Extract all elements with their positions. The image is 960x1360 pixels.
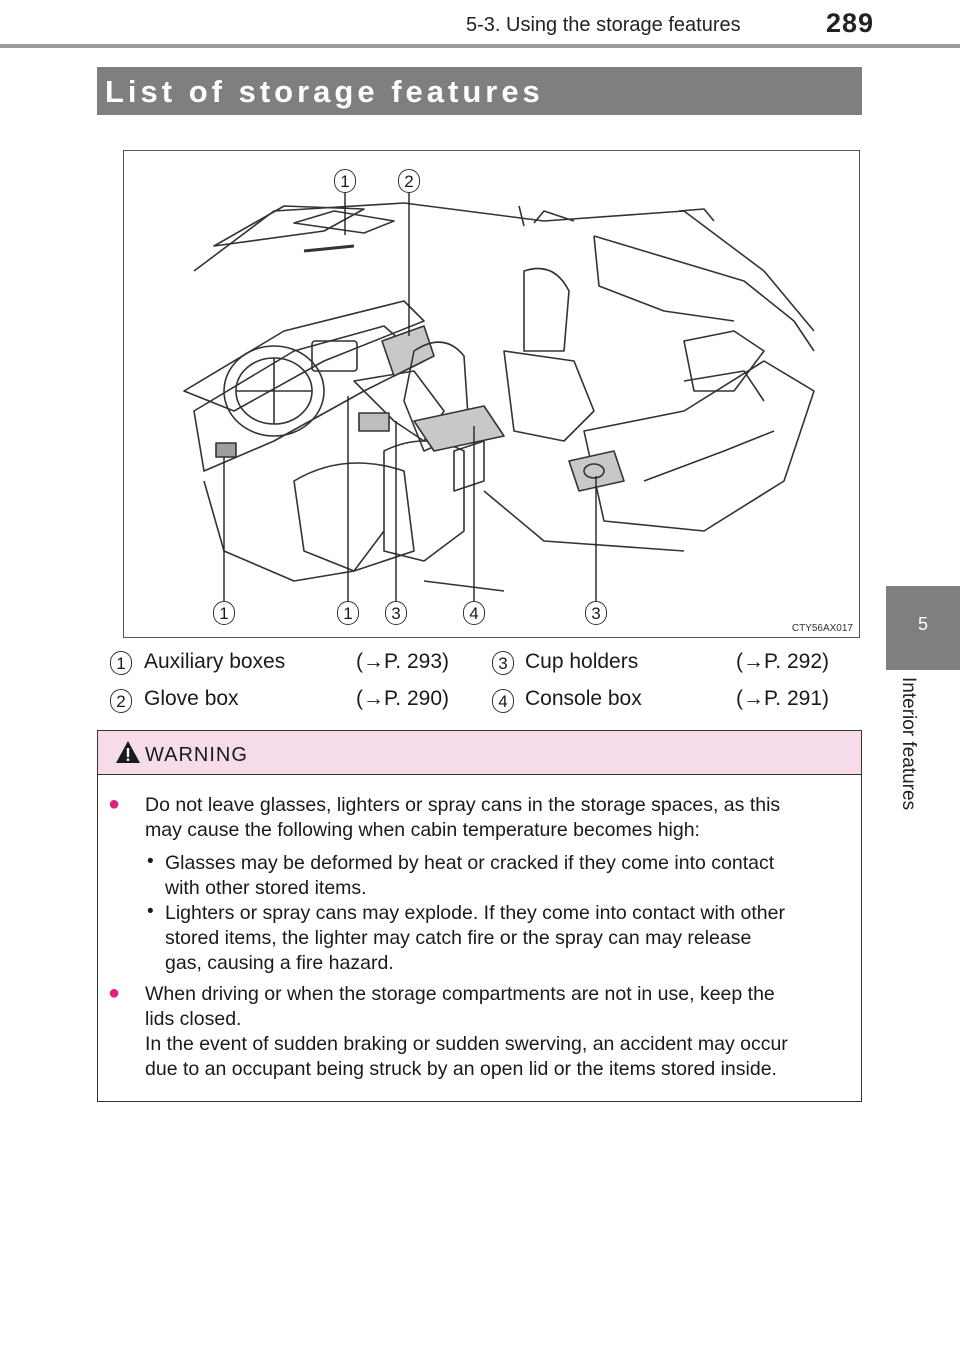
legend-ref-auxiliary-boxes[interactable]: (→P. 293): [356, 650, 449, 673]
section-banner: [97, 67, 862, 115]
callout-top-1: 1: [334, 169, 356, 193]
callout-bottom-3a: 3: [385, 601, 407, 625]
callout-bottom-4: 4: [463, 601, 485, 625]
chapter-number: 5: [917, 614, 928, 634]
chapter-tab[interactable]: [886, 586, 960, 670]
legend-label-auxiliary-boxes: Auxiliary boxes: [144, 650, 286, 673]
warning-bullet-1-line-2: may cause the following when cabin temperature becomes high:: [145, 819, 700, 841]
warning-sub-2-line-1: Lighters or spray cans may explode. If they come into contact with other: [165, 902, 785, 924]
legend-badge-1: 1: [110, 651, 132, 675]
legend-badge-2: 2: [110, 689, 132, 713]
warning-bullet-2-line-4: due to an occupant being struck by an open lid or the items stored inside.: [145, 1058, 777, 1080]
warning-bullet-2-line-3: In the event of sudden braking or sudden swerving, an accident may occur: [145, 1033, 788, 1055]
warning-sub-2-line-3: gas, causing a fire hazard.: [165, 952, 394, 974]
page-number: 289: [826, 8, 875, 38]
legend-label-console-box: Console box: [525, 687, 642, 710]
legend-ref-glove-box[interactable]: (→P. 290): [356, 687, 449, 710]
sub-bullet-1-marker: •: [147, 851, 154, 872]
callout-bottom-1b: 1: [337, 601, 359, 625]
figure-code: CTY56AX017: [791, 623, 853, 634]
warning-box: [97, 730, 862, 1102]
warning-bullet-2-line-2: lids closed.: [145, 1008, 242, 1030]
section-title: List of storage features: [105, 74, 544, 109]
legend-label-glove-box: Glove box: [144, 687, 239, 710]
bullet-2-marker: ●: [108, 982, 121, 1004]
callout-top-2: 2: [398, 169, 420, 193]
callout-bottom-1a: 1: [213, 601, 235, 625]
section-breadcrumb: 5-3. Using the storage features: [466, 14, 741, 36]
legend-ref-console-box[interactable]: (→P. 291): [736, 687, 829, 710]
warning-bullet-1-line-1: Do not leave glasses, lighters or spray cans in the storage spaces, as this: [145, 794, 781, 816]
sub-bullet-2-marker: •: [147, 901, 154, 922]
callout-bottom-3b: 3: [585, 601, 607, 625]
car-interior-drawing: [124, 151, 861, 639]
warning-header: [98, 731, 861, 775]
bullet-1-marker: ●: [108, 793, 121, 815]
warning-sub-2-line-2: stored items, the lighter may catch fire or the spray can may release: [165, 927, 752, 949]
legend-badge-4: 4: [492, 689, 514, 713]
interior-illustration: [123, 150, 860, 638]
warning-triangle-icon: [115, 740, 141, 764]
warning-bullet-2-line-1: When driving or when the storage compartments are not in use, keep the: [145, 983, 775, 1005]
legend-ref-cup-holders[interactable]: (→P. 292): [736, 650, 829, 673]
legend-label-cup-holders: Cup holders: [525, 650, 639, 673]
warning-label: WARNING: [145, 744, 248, 766]
warning-sub-1-line-2: with other stored items.: [165, 877, 367, 899]
legend-badge-3: 3: [492, 651, 514, 675]
chapter-title: Interior features: [898, 677, 919, 811]
warning-sub-1-line-1: Glasses may be deformed by heat or cracked if they come into contact: [165, 852, 775, 874]
header-divider: [0, 44, 960, 48]
